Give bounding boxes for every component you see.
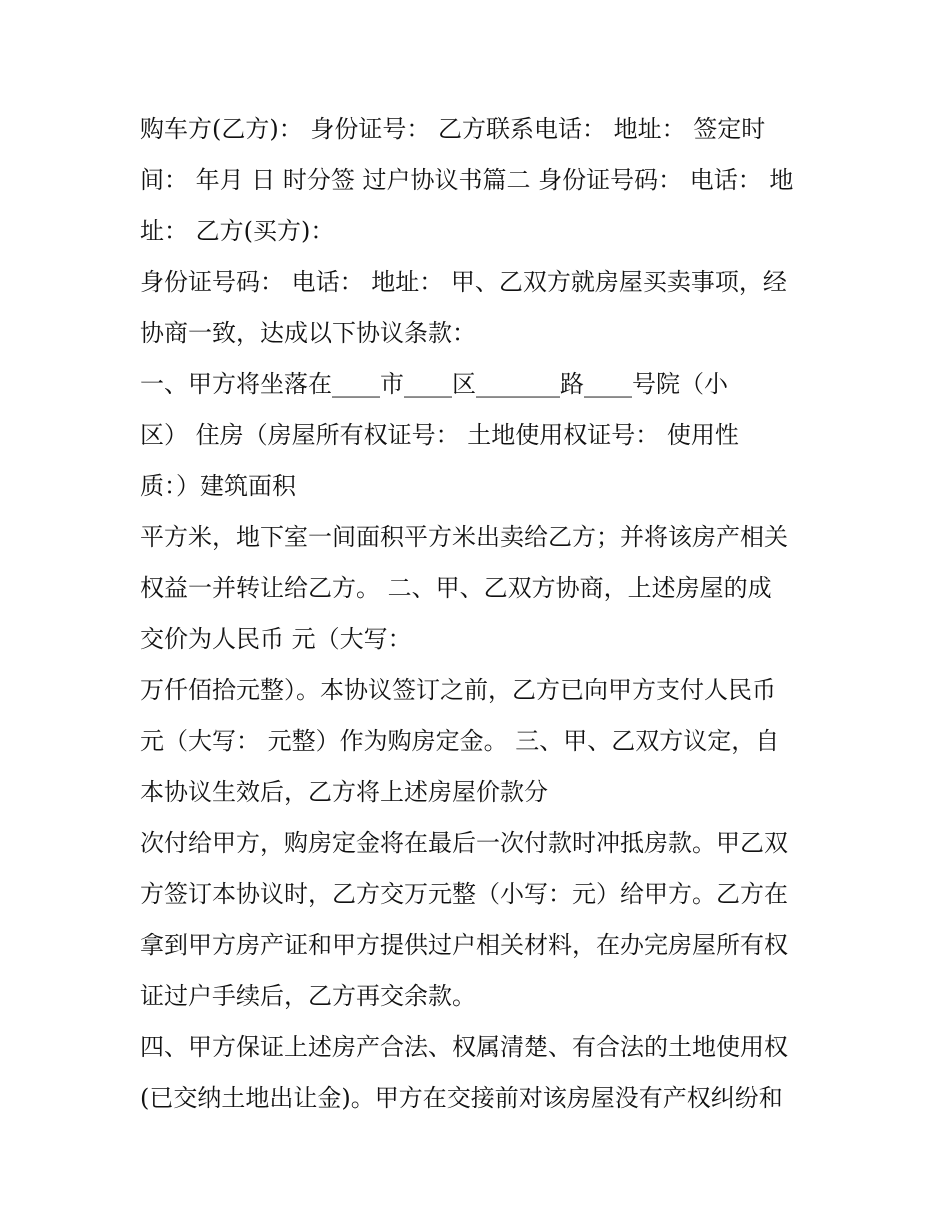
text-line-15: 次付给甲方，购房定金将在最后一次付款时冲抵房款。甲乙双	[140, 829, 788, 857]
text-line-16: 方签订本协议时，乙方交万元整（小写：元）给甲方。乙方在	[140, 880, 788, 908]
text-line-3: 址： 乙方(买方)：	[140, 217, 335, 245]
text-line-17: 拿到甲方房产证和甲方提供过户相关材料，在办完房屋所有权	[140, 931, 788, 959]
text-line-9: 平方米，地下室一间面积平方米出卖给乙方；并将该房产相关	[140, 523, 788, 551]
text-line-6: 一、甲方将坐落在____市____区_______路____号院（小	[140, 370, 728, 398]
text-line-11: 交价为人民币 元（大写：	[140, 625, 412, 653]
text-line-4: 身份证号码： 电话： 地址： 甲、乙双方就房屋买卖事项，经	[140, 268, 787, 296]
text-line-20: (已交纳土地出让金)。甲方在交接前对该房屋没有产权纠纷和	[140, 1084, 783, 1112]
document-body	[140, 104, 820, 1124]
text-line-14: 本协议生效后，乙方将上述房屋价款分	[140, 778, 548, 806]
text-line-13: 元（大写： 元整）作为购房定金。 三、甲、乙双方议定，自	[140, 727, 780, 755]
text-line-8: 质：）建筑面积	[140, 472, 296, 500]
text-line-12: 万仟佰拾元整）。本协议签订之前，乙方已向甲方支付人民币	[140, 676, 776, 704]
text-line-2: 间： 年月 日 时分签 过户协议书篇二 身份证号码： 电话： 地	[140, 166, 794, 194]
text-line-5: 协商一致，达成以下协议条款：	[140, 319, 476, 347]
text-line-10: 权益一并转让给乙方。 二、甲、乙双方协商，上述房屋的成	[140, 574, 772, 602]
text-line-19: 四、甲方保证上述房产合法、权属清楚、有合法的土地使用权	[140, 1033, 788, 1061]
text-line-1: 购车方(乙方)： 身份证号： 乙方联系电话： 地址： 签定时	[140, 115, 766, 143]
text-line-7: 区） 住房（房屋所有权证号： 土地使用权证号： 使用性	[140, 421, 739, 449]
text-line-18: 证过户手续后，乙方再交余款。	[140, 982, 476, 1010]
